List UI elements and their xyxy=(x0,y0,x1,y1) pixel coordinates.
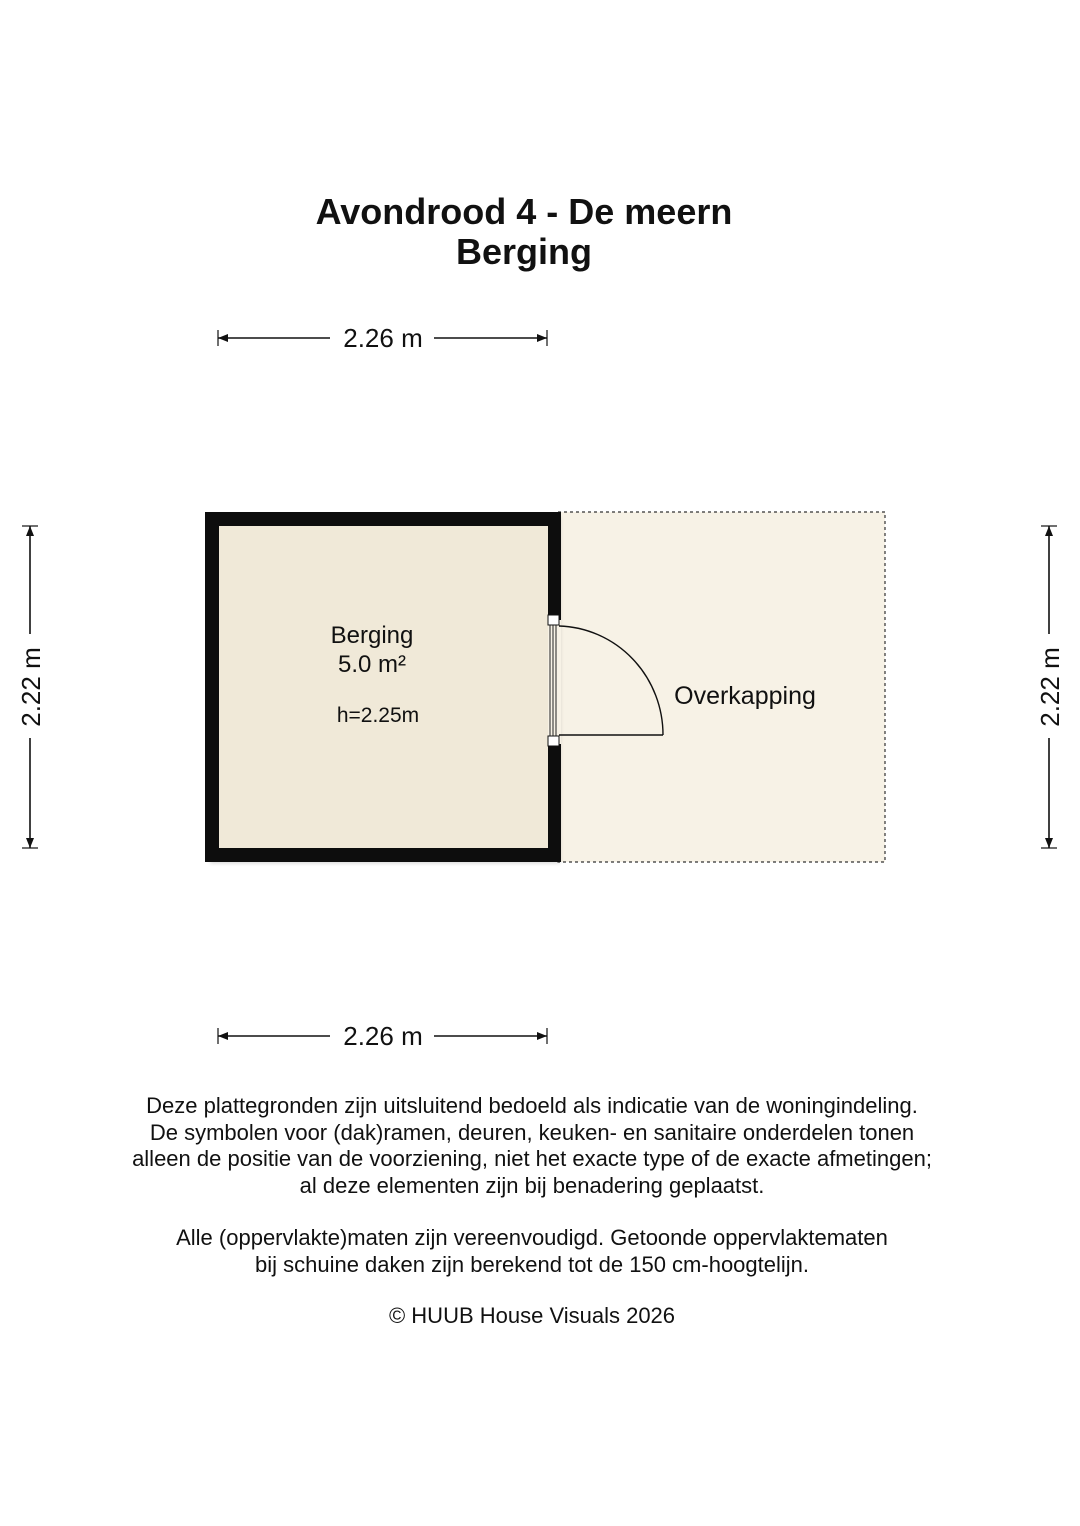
disclaimer-paragraph-1 xyxy=(60,1093,1004,1199)
room-floor xyxy=(219,526,548,848)
dimension-right xyxy=(1035,526,1065,848)
disclaimer-line: al deze elementen zijn bij benadering geplaatst. xyxy=(299,1172,765,1198)
page-subtitle: Berging xyxy=(455,231,592,272)
disclaimer xyxy=(60,1093,1004,1304)
dimension-top xyxy=(218,323,547,353)
dimension-top-label: 2.26 m xyxy=(343,323,423,353)
dimension-bottom xyxy=(218,1021,547,1051)
disclaimer-line: alleen de positie van de voorziening, niet het exacte type of de exacte afmetingen; xyxy=(132,1146,932,1171)
dimension-left xyxy=(16,526,46,848)
disclaimer-line: Alle (oppervlakte)maten zijn vereenvoudigd. Getoonde oppervlaktematen xyxy=(176,1225,888,1250)
dimension-right-label: 2.22 m xyxy=(1035,647,1065,727)
copyright: © HUUB House Visuals 2026 xyxy=(388,1303,676,1328)
disclaimer-line: bij schuine daken zijn berekend tot de 150 cm-hoogtelijn. xyxy=(254,1251,810,1277)
room-name: Berging xyxy=(330,622,414,649)
disclaimer-line: Deze plattegronden zijn uitsluitend bedoeld als indicatie van de woningindeling. xyxy=(146,1093,918,1118)
dimension-left-label: 2.22 m xyxy=(16,647,46,727)
disclaimer-line: De symbolen voor (dak)ramen, deuren, keuken- en sanitaire onderdelen tonen xyxy=(149,1119,915,1145)
canopy-area xyxy=(558,512,885,862)
page-title: Avondrood 4 - De meern xyxy=(315,191,733,232)
room-height: h=2.25m xyxy=(336,704,420,727)
disclaimer-paragraph-2 xyxy=(60,1225,1004,1278)
room-area: 5.0 m² xyxy=(337,651,407,678)
canopy-label: Overkapping xyxy=(674,682,816,710)
dimension-bottom-label: 2.26 m xyxy=(343,1021,423,1051)
